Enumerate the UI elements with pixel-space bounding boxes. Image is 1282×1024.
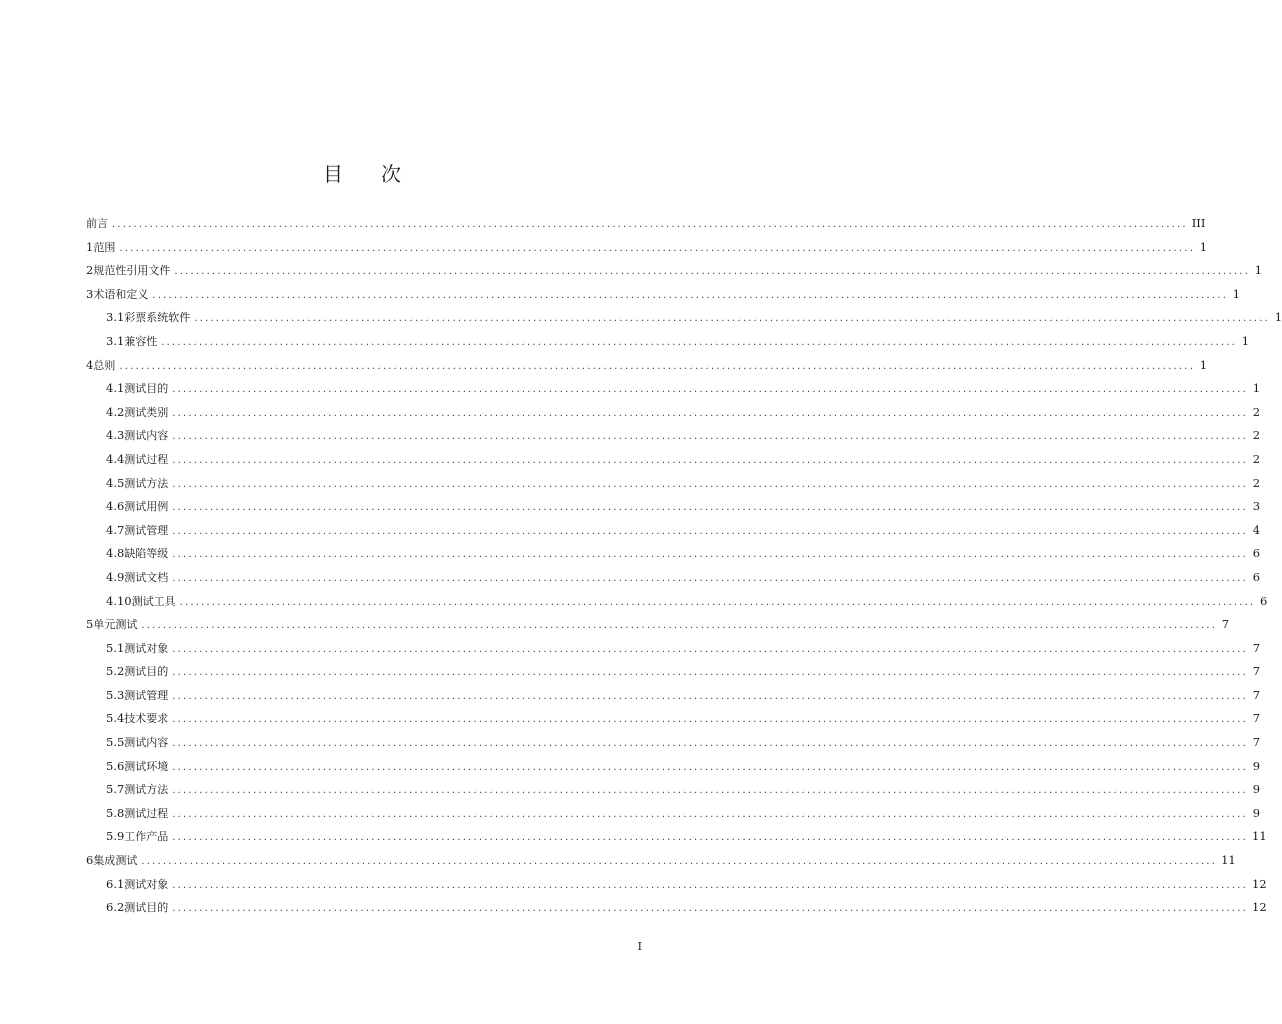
toc-dot-leader: ........................................................................................................................................................................................................ <box>161 336 1238 348</box>
toc-entry-page: 9 <box>1252 782 1261 797</box>
toc-entry-label: 测试文档 <box>124 570 169 584</box>
toc-dot-leader: ........................................................................................................................................................................................................ <box>152 289 1229 301</box>
toc-dot-leader: ........................................................................................................................................................................................................ <box>194 313 1271 325</box>
toc-entry-page: 7 <box>1221 617 1230 632</box>
toc-entry[interactable] <box>86 778 1261 802</box>
toc-entry-label: 测试内容 <box>124 736 169 750</box>
toc-entry-label: 测试管理 <box>124 523 169 537</box>
toc-entry-label: 前言 <box>86 217 108 230</box>
toc-entry[interactable] <box>86 212 1206 236</box>
toc-entry[interactable] <box>86 590 1268 614</box>
toc-dot-leader: ........................................................................................................................................................................................................ <box>141 856 1218 868</box>
toc-entry-number: 5.1 <box>106 640 125 655</box>
toc-entry-label: 缺陷等级 <box>124 547 169 561</box>
toc-entry[interactable] <box>86 802 1261 826</box>
toc-entry-number: 5.6 <box>106 758 125 773</box>
toc-dot-leader: ........................................................................................................................................................................................................ <box>172 478 1249 490</box>
toc-dot-leader: ........................................................................................................................................................................................................ <box>179 596 1256 608</box>
toc-entry-page: 2 <box>1252 475 1261 490</box>
toc-dot-leader: ........................................................................................................................................................................................................ <box>172 690 1249 702</box>
toc-entry-number: 6.2 <box>106 900 125 915</box>
toc-entry-label: 兼容性 <box>124 334 158 348</box>
toc-entry-label: 规范性引用文件 <box>93 264 171 278</box>
toc-entry[interactable] <box>86 637 1261 661</box>
toc-entry-page: 2 <box>1252 404 1261 419</box>
toc-entry[interactable] <box>86 401 1261 425</box>
toc-entry-number: 3 <box>86 286 94 301</box>
toc-entry-label: 测试环境 <box>124 759 169 773</box>
toc-entry[interactable] <box>86 495 1261 519</box>
toc-dot-leader: ........................................................................................................................................................................................................ <box>172 903 1249 915</box>
toc-entry-page: 1 <box>1199 239 1208 254</box>
toc-entry-label: 测试过程 <box>124 452 169 466</box>
toc-entry-page: 1 <box>1232 286 1241 301</box>
toc-entry-page: 6 <box>1252 569 1261 584</box>
toc-entry[interactable] <box>86 707 1261 731</box>
toc-entry-label: 测试方法 <box>124 476 169 490</box>
toc-entry-label: 单元测试 <box>93 618 138 632</box>
toc-entry-number: 5.5 <box>106 735 125 750</box>
toc-dot-leader: ........................................................................................................................................................................................................ <box>172 431 1249 443</box>
toc-entry-page: 3 <box>1252 499 1261 514</box>
toc-entry[interactable] <box>86 330 1250 354</box>
toc-entry-label: 测试目的 <box>124 382 169 396</box>
page-number: I <box>637 940 642 953</box>
toc-dot-leader: ........................................................................................................................................................................................................ <box>172 785 1249 797</box>
toc-entry-number: 5 <box>86 617 94 632</box>
toc-entry-page: 2 <box>1252 428 1261 443</box>
toc-entry-page: 1 <box>1254 263 1263 278</box>
toc-entry-label: 测试工具 <box>131 594 176 608</box>
toc-entry-number: 4.6 <box>106 499 125 514</box>
toc-entry-page: 1 <box>1274 310 1282 325</box>
toc-entry[interactable] <box>86 259 1263 283</box>
toc-entry-page: 7 <box>1252 640 1261 655</box>
toc-dot-leader: ........................................................................................................................................................................................................ <box>172 407 1249 419</box>
toc-entry-page: 6 <box>1252 546 1261 561</box>
toc-entry-number: 5.3 <box>106 687 125 702</box>
toc-dot-leader: ........................................................................................................................................................................................................ <box>172 738 1249 750</box>
toc-dot-leader: ........................................................................................................................................................................................................ <box>141 620 1218 632</box>
toc-entry-label: 测试对象 <box>124 641 169 655</box>
toc-entry[interactable] <box>86 306 1282 330</box>
toc-entry-number: 4.3 <box>106 428 125 443</box>
toc-entry-label: 技术要求 <box>124 712 169 726</box>
toc-entry-number: 5.4 <box>106 711 125 726</box>
toc-entry[interactable] <box>86 542 1261 566</box>
toc-entry[interactable] <box>86 849 1236 873</box>
toc-entry-number: 6.1 <box>106 876 125 891</box>
toc-entry[interactable] <box>86 377 1261 401</box>
toc-entry-number: 5.9 <box>106 829 125 844</box>
toc-entry[interactable] <box>86 613 1230 637</box>
toc-dot-leader: ........................................................................................................................................................................................................ <box>172 384 1249 396</box>
toc-entry-number: 4.5 <box>106 475 125 490</box>
toc-entry[interactable] <box>86 472 1261 496</box>
toc-dot-leader: ........................................................................................................................................................................................................ <box>172 502 1249 514</box>
toc-entry-number: 4.2 <box>106 404 125 419</box>
toc-entry-label: 集成测试 <box>93 854 138 868</box>
toc-entry-page: 1 <box>1252 381 1261 396</box>
toc-entry-page: 2 <box>1252 451 1261 466</box>
toc-dot-leader: ........................................................................................................................................................................................................ <box>172 643 1249 655</box>
toc-entry-label: 测试目的 <box>124 901 169 915</box>
toc-entry-number: 1 <box>86 239 94 254</box>
toc-dot-leader: ........................................................................................................................................................................................................ <box>172 808 1249 820</box>
toc-entry-page: 6 <box>1260 593 1268 608</box>
toc-title <box>0 158 724 187</box>
toc-entry-label: 工作产品 <box>124 830 169 844</box>
toc-dot-leader: ........................................................................................................................................................................................................ <box>172 549 1249 561</box>
toc-entry-page: 7 <box>1252 711 1261 726</box>
toc-entry[interactable] <box>86 825 1267 849</box>
toc-entry-page: 7 <box>1252 735 1261 750</box>
toc-dot-leader: ........................................................................................................................................................................................................ <box>119 242 1196 254</box>
toc-entry-label: 测试用例 <box>124 500 169 514</box>
toc-entry-number: 4.8 <box>106 546 125 561</box>
toc-entry[interactable] <box>86 236 1208 260</box>
toc-entry[interactable] <box>86 354 1208 378</box>
toc-entry-label: 测试过程 <box>124 806 169 820</box>
toc-entry-page: 11 <box>1252 829 1267 844</box>
toc-entry-page: 4 <box>1252 522 1261 537</box>
toc-entry-number: 4.4 <box>106 451 125 466</box>
toc-dot-leader: ........................................................................................................................................................................................................ <box>172 832 1249 844</box>
toc-entry-page: 7 <box>1252 664 1261 679</box>
toc-entry-number: 4.9 <box>106 569 125 584</box>
toc-entry[interactable] <box>86 448 1261 472</box>
toc-entry[interactable] <box>86 731 1261 755</box>
toc-dot-leader: ........................................................................................................................................................................................................ <box>172 454 1249 466</box>
toc-dot-leader: ........................................................................................................................................................................................................ <box>172 572 1249 584</box>
toc-entry[interactable] <box>86 873 1267 897</box>
toc-entry-number: 4.10 <box>106 593 132 608</box>
toc-entry-number: 5.2 <box>106 664 125 679</box>
table-of-contents <box>86 212 1282 920</box>
toc-title-char-2: 次 <box>381 162 401 186</box>
toc-entry-page: III <box>1191 216 1206 230</box>
toc-dot-leader: ........................................................................................................................................................................................................ <box>172 879 1249 891</box>
toc-entry[interactable] <box>86 896 1267 920</box>
toc-entry[interactable] <box>86 566 1261 590</box>
toc-dot-leader: ........................................................................................................................................................................................................ <box>172 667 1249 679</box>
toc-dot-leader: ........................................................................................................................................................................................................ <box>119 360 1196 372</box>
toc-dot-leader: ........................................................................................................................................................................................................ <box>172 761 1249 773</box>
toc-dot-leader: ........................................................................................................................................................................................................ <box>112 219 1188 230</box>
toc-entry-number: 4.7 <box>106 522 125 537</box>
toc-entry-label: 范围 <box>93 240 116 254</box>
toc-dot-leader: ........................................................................................................................................................................................................ <box>172 714 1249 726</box>
toc-entry-number: 6 <box>86 853 94 868</box>
toc-entry-label: 测试类别 <box>124 405 169 419</box>
toc-dot-leader: ........................................................................................................................................................................................................ <box>172 525 1249 537</box>
toc-entry[interactable] <box>86 519 1261 543</box>
toc-entry-number: 5.7 <box>106 782 125 797</box>
toc-title-char-1: 目 <box>323 162 343 186</box>
toc-entry-label: 测试内容 <box>124 429 169 443</box>
toc-entry[interactable] <box>86 424 1261 448</box>
toc-entry-page: 1 <box>1241 333 1250 348</box>
toc-dot-leader: ........................................................................................................................................................................................................ <box>174 266 1251 278</box>
toc-entry[interactable] <box>86 660 1261 684</box>
toc-entry-page: 1 <box>1199 357 1208 372</box>
toc-entry-label: 测试目的 <box>124 665 169 679</box>
toc-entry-page: 7 <box>1252 687 1261 702</box>
toc-entry-page: 9 <box>1252 805 1261 820</box>
toc-entry-number: 4.1 <box>106 381 125 396</box>
toc-entry[interactable] <box>86 755 1261 779</box>
toc-entry-label: 术语和定义 <box>93 287 149 301</box>
toc-entry-number: 2 <box>86 263 94 278</box>
toc-entry-page: 12 <box>1252 900 1267 915</box>
toc-entry-label: 测试对象 <box>124 877 169 891</box>
toc-entry[interactable] <box>86 283 1241 307</box>
toc-entry-label: 总则 <box>93 358 116 372</box>
toc-entry-number: 3.1 <box>106 333 125 348</box>
toc-entry-number: 3.1 <box>106 310 125 325</box>
toc-entry[interactable] <box>86 684 1261 708</box>
toc-entry-number: 5.8 <box>106 805 125 820</box>
toc-entry-page: 12 <box>1252 876 1267 891</box>
toc-entry-page: 9 <box>1252 758 1261 773</box>
toc-entry-label: 测试方法 <box>124 783 169 797</box>
toc-entry-number: 4 <box>86 357 94 372</box>
toc-entry-page: 11 <box>1221 853 1236 868</box>
toc-entry-label: 测试管理 <box>124 688 169 702</box>
toc-entry-label: 彩票系统软件 <box>124 311 191 325</box>
